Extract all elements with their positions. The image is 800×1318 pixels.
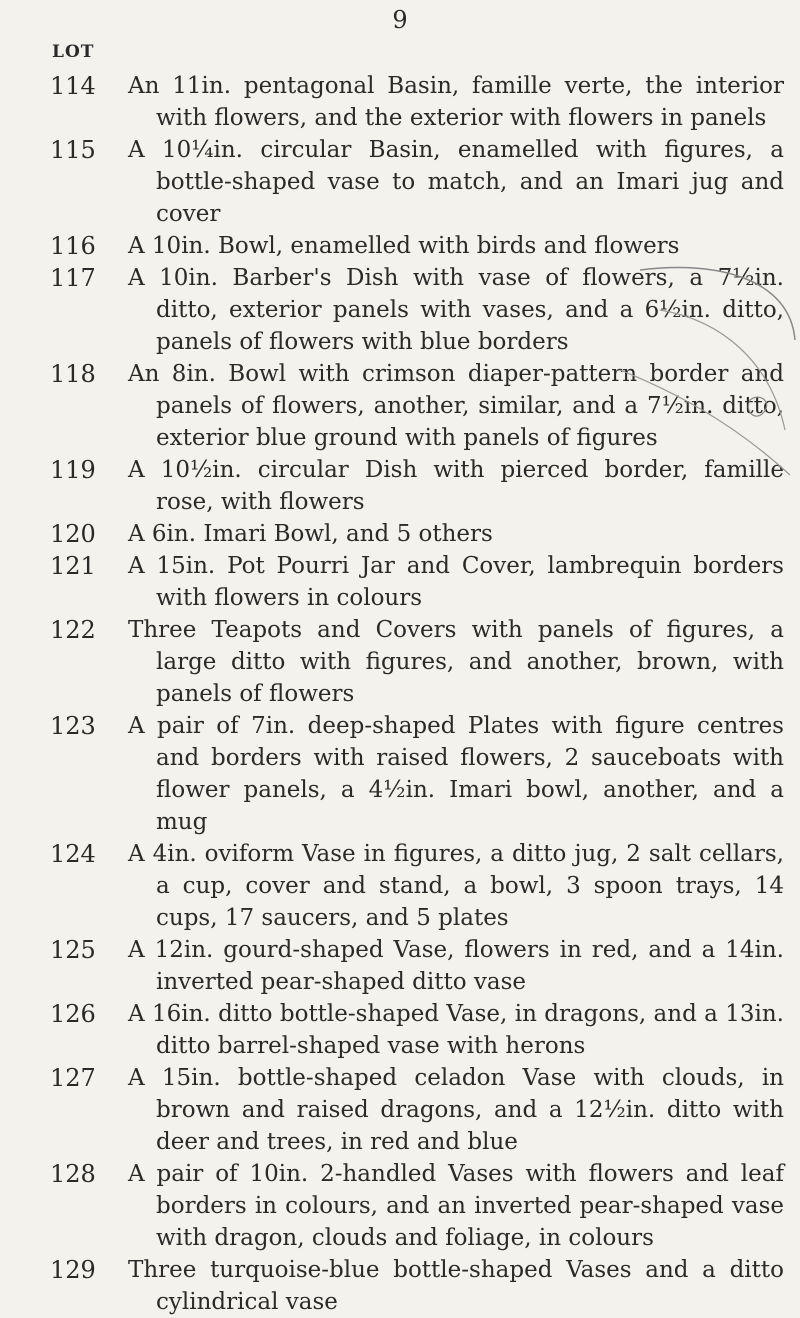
lot-number: 121 <box>50 552 96 580</box>
lot-entry <box>0 262 800 358</box>
lot-entry <box>0 230 800 262</box>
lot-description: Three Teapots and Covers with panels of figures, a large ditto with figures, and another, brown, with panels of flowers <box>128 617 784 707</box>
lot-number: 120 <box>50 520 96 548</box>
lot-column-header: LOT <box>52 42 95 62</box>
lot-number: 127 <box>50 1064 96 1092</box>
lot-number: 117 <box>50 264 96 292</box>
lot-description: A 4in. oviform Vase in figures, a ditto jug, 2 salt cellars, a cup, cover and stand, a bowl, 3 spoon trays, 14 cups, 17 saucers, and 5 plates <box>128 841 784 931</box>
lot-entry <box>0 358 800 454</box>
lot-number: 116 <box>50 232 96 260</box>
lot-number: 126 <box>50 1000 96 1028</box>
lot-description: A pair of 7in. deep-shaped Plates with figure centres and borders with raised flowers, 2 sauceboats with flower panels, a 4½in. Imari bowl, another, and a mug <box>128 713 784 835</box>
lot-entry <box>0 838 800 934</box>
lot-number: 123 <box>50 712 96 740</box>
lot-entry <box>0 614 800 710</box>
lot-number: 114 <box>50 72 96 100</box>
lot-description: A 10¼in. circular Basin, enamelled with figures, a bottle-shaped vase to match, and an Imari jug and cover <box>128 137 784 227</box>
lot-entry <box>0 998 800 1062</box>
lot-description: A 15in. Pot Pourri Jar and Cover, lambrequin borders with flowers in colours <box>128 553 784 611</box>
lot-description: An 8in. Bowl with crimson diaper-pattern border and panels of flowers, another, similar, and a 7½in. ditto, exterior blue ground with panels of figures <box>128 361 784 451</box>
lot-number: 125 <box>50 936 96 964</box>
lot-description: A 10in. Barber's Dish with vase of flowers, a 7½in. ditto, exterior panels with vases, and a 6½in. ditto, panels of flowers with blue borders <box>128 265 784 355</box>
lot-description: A 10in. Bowl, enamelled with birds and flowers <box>128 233 680 259</box>
lot-description: A 16in. ditto bottle-shaped Vase, in dragons, and a 13in. ditto barrel-shaped vase with herons <box>128 1001 784 1059</box>
lot-description: A pair of 10in. 2-handled Vases with flowers and leaf borders in colours, and an inverted pear-shaped vase with dragon, clouds and foliage, in colours <box>128 1161 784 1251</box>
lot-entry <box>0 710 800 838</box>
lot-entry <box>0 134 800 230</box>
lot-number: 115 <box>50 136 96 164</box>
lot-number: 118 <box>50 360 96 388</box>
lot-entry <box>0 70 800 134</box>
lot-entry <box>0 1062 800 1158</box>
lot-number: 119 <box>50 456 96 484</box>
lot-number: 124 <box>50 840 96 868</box>
lot-description: An 11in. pentagonal Basin, famille verte, the interior with flowers, and the exterior with flowers in panels <box>128 73 784 131</box>
lot-entry <box>0 518 800 550</box>
lot-entry <box>0 1158 800 1254</box>
lot-number: 128 <box>50 1160 96 1188</box>
lot-description: A 12in. gourd-shaped Vase, flowers in red, and a 14in. inverted pear-shaped ditto vase <box>128 937 784 995</box>
lot-description: Three turquoise-blue bottle-shaped Vases and a ditto cylindrical vase <box>128 1257 784 1315</box>
lot-number: 122 <box>50 616 96 644</box>
lot-entry <box>0 1254 800 1318</box>
lot-description: A 6in. Imari Bowl, and 5 others <box>128 521 493 547</box>
lot-list <box>0 70 800 1318</box>
lot-description: A 15in. bottle-shaped celadon Vase with clouds, in brown and raised dragons, and a 12½in. ditto with deer and trees, in red and blue <box>128 1065 784 1155</box>
lot-description: A 10½in. circular Dish with pierced border, famille rose, with flowers <box>128 457 784 515</box>
lot-entry <box>0 934 800 998</box>
lot-entry <box>0 454 800 518</box>
lot-entry <box>0 550 800 614</box>
lot-number: 129 <box>50 1256 96 1284</box>
page-number: 9 <box>392 6 408 34</box>
